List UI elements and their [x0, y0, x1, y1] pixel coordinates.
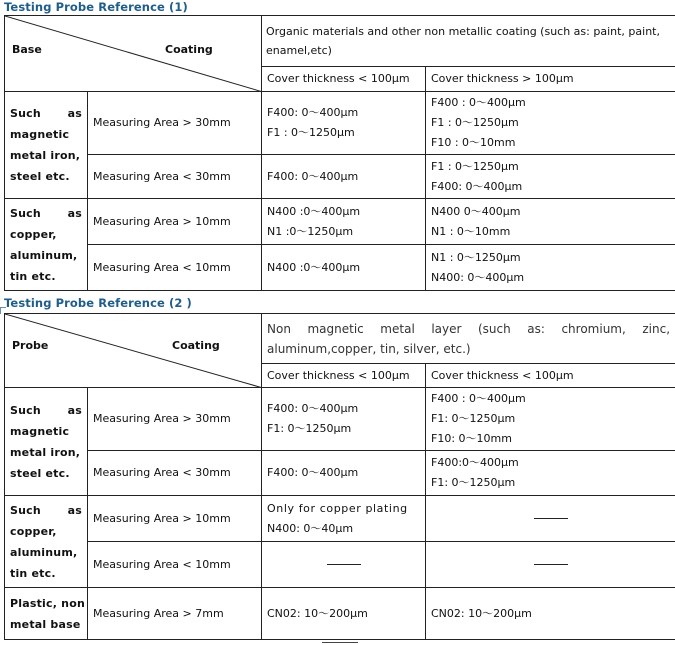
- table1-value-b: F1 : 0～1250μm F400: 0～400μm: [426, 155, 675, 199]
- probe-table-2: [4, 313, 675, 640]
- table1-material-header: Organic materials and other non metallic coating (such as: paint, paint, enamel,etc): [262, 16, 675, 67]
- table2-value-b: F400 : 0～400μm F1: 0～1250μm F10: 0～10mm: [426, 388, 675, 451]
- table1-title: Testing Probe Reference (1): [4, 0, 188, 14]
- empty-dash: [327, 564, 361, 565]
- table1-value-a: F400: 0～400μm: [262, 155, 426, 199]
- probe-table-1: [4, 15, 675, 291]
- table1-corner-header: [5, 16, 262, 92]
- table1-value-a: N400 :0～400μm N1 :0～1250μm: [262, 199, 426, 245]
- table2-area-cell: Measuring Area > 7mm: [88, 588, 262, 640]
- table2-area-cell: Measuring Area < 30mm: [88, 451, 262, 496]
- table2-value-b-empty: [426, 496, 675, 542]
- table1-base-magnetic: Such as magnetic metal iron, steel etc.: [5, 92, 88, 199]
- table2-base-magnetic: Such as magnetic metal iron, steel etc.: [5, 388, 88, 496]
- table1-value-b: N400 0～400μm N1 : 0～10mm: [426, 199, 675, 245]
- table2-corner-header: [5, 314, 262, 388]
- table2-value-a: F400: 0～400μm F1: 0～1250μm: [262, 388, 426, 451]
- anchor-mark: [0, 307, 6, 314]
- table2-value-b-empty: [426, 542, 675, 588]
- table2-value-a: F400: 0～400μm: [262, 451, 426, 496]
- empty-dash: [534, 518, 568, 519]
- table1-corner-coating: Coating: [165, 43, 213, 56]
- table2-value-a: Only for copper plating N400: 0～40μm: [262, 496, 426, 542]
- bottom-rule: [322, 642, 358, 643]
- table2-corner-coating: Coating: [172, 339, 220, 352]
- table1-value-a: N400 :0～400μm: [262, 245, 426, 291]
- table1-area-cell: Measuring Area > 30mm: [88, 92, 262, 155]
- table2-area-cell: Measuring Area > 10mm: [88, 496, 262, 542]
- table2-value-b: F400:0～400μm F1: 0～1250μm: [426, 451, 675, 496]
- table2-area-cell: Measuring Area > 30mm: [88, 388, 262, 451]
- table2-base-nonmagnetic: Such as copper, aluminum, tin etc.: [5, 496, 88, 588]
- table1-area-cell: Measuring Area > 10mm: [88, 199, 262, 245]
- table1-area-cell: Measuring Area < 30mm: [88, 155, 262, 199]
- table2-value-a-empty: [262, 542, 426, 588]
- table1-base-nonmagnetic: Such as copper, aluminum, tin etc.: [5, 199, 88, 291]
- table2-value-b: CN02: 10～200μm: [426, 588, 675, 640]
- table2-subheader-b: Cover thickness < 100μm: [426, 364, 675, 388]
- table2-subheader-a: Cover thickness < 100μm: [262, 364, 426, 388]
- table2-corner-probe: Probe: [12, 339, 49, 352]
- empty-dash: [534, 564, 568, 565]
- table2-material-header: Non magnetic metal layer (such as: chromium, zinc, aluminum,copper, tin, silver, etc.): [262, 314, 675, 364]
- table2-title: Testing Probe Reference (2 ): [4, 296, 192, 310]
- table1-subheader-a: Cover thickness < 100μm: [262, 67, 426, 92]
- diagonal-divider: [5, 16, 263, 92]
- table2-area-cell: Measuring Area < 10mm: [88, 542, 262, 588]
- table1-value-a: F400: 0～400μm F1 : 0～1250μm: [262, 92, 426, 155]
- table1-area-cell: Measuring Area < 10mm: [88, 245, 262, 291]
- table1-value-b: N1 : 0～1250μm N400: 0～400μm: [426, 245, 675, 291]
- table2-value-a: CN02: 10～200μm: [262, 588, 426, 640]
- table1-value-b: F400 : 0～400μm F1 : 0～1250μm F10 : 0～10mm: [426, 92, 675, 155]
- table1-subheader-b: Cover thickness > 100μm: [426, 67, 675, 92]
- table1-corner-base: Base: [12, 43, 42, 56]
- table2-base-plastic: Plastic, non metal base: [5, 588, 88, 640]
